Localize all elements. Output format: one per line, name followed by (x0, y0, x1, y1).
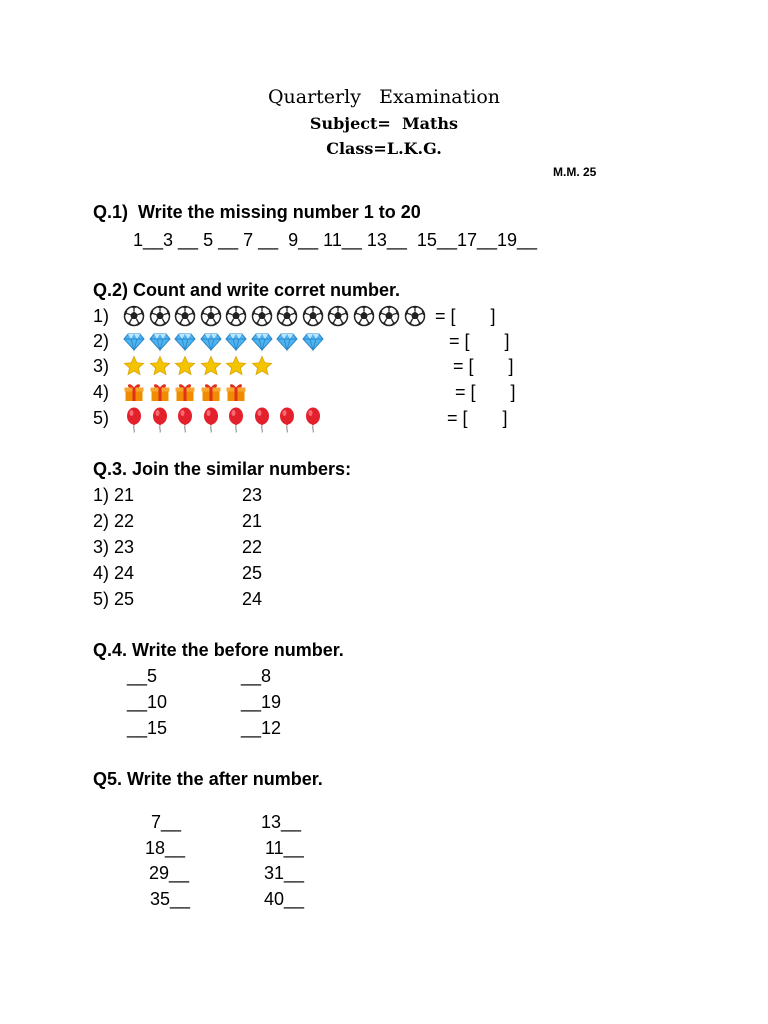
soccer-ball-icon (123, 305, 149, 327)
soccer-ball-icon (302, 305, 328, 327)
icon-group (123, 381, 251, 403)
balloon-icon (149, 407, 175, 433)
icon-group (123, 305, 429, 327)
q1-sequence: 1__3 __ 5 __ 7 __ 9__ 11__ 13__ 15__17__19__ (133, 230, 538, 250)
diamond-icon (200, 330, 226, 352)
icon-group (123, 407, 327, 433)
maximum-marks: M.M. 25 (553, 165, 597, 179)
q3-right-item: 23 (242, 485, 263, 505)
diamond-icon (174, 330, 200, 352)
diamond-icon (302, 330, 328, 352)
q3-left-item: 3) 23 (93, 537, 135, 557)
diamond-icon (276, 330, 302, 352)
diamond-icon (225, 330, 251, 352)
soccer-ball-icon (251, 305, 277, 327)
row-number: 3) (93, 356, 110, 376)
answer-box: = [ ] (453, 356, 514, 376)
star-icon (149, 355, 175, 377)
diamond-icon (251, 330, 277, 352)
soccer-ball-icon (404, 305, 430, 327)
star-icon (123, 355, 149, 377)
q1-heading: Q.1) Write the missing number 1 to 20 (93, 202, 421, 222)
icon-group (123, 355, 276, 377)
balloon-icon (174, 407, 200, 433)
answer-box: = [ ] (455, 382, 516, 402)
gift-icon (225, 381, 251, 403)
q3-right-item: 22 (242, 537, 263, 557)
gift-icon (149, 381, 175, 403)
balloon-icon (225, 407, 251, 433)
q5-left-item: 7__ (151, 812, 182, 832)
q4-left-item: __5 (127, 666, 158, 686)
q4-right-item: __12 (241, 718, 282, 738)
q3-left-item: 2) 22 (93, 511, 135, 531)
q4-left-item: __15 (127, 718, 168, 738)
q3-left-item: 4) 24 (93, 563, 135, 583)
answer-box: = [ ] (449, 331, 510, 351)
q5-left-item: 35__ (150, 889, 191, 909)
q5-left-item: 29__ (149, 863, 190, 883)
row-number: 1) (93, 306, 110, 326)
star-icon (174, 355, 200, 377)
row-number: 2) (93, 331, 110, 351)
soccer-ball-icon (200, 305, 226, 327)
q4-right-item: __8 (241, 666, 272, 686)
answer-box: = [ ] (447, 408, 508, 428)
class-line: Class=L.K.G. (326, 139, 442, 158)
q4-right-item: __19 (241, 692, 282, 712)
balloon-icon (276, 407, 302, 433)
gift-icon (174, 381, 200, 403)
q5-right-item: 11__ (265, 838, 304, 858)
q2-heading: Q.2) Count and write corret number. (93, 280, 401, 300)
star-icon (200, 355, 226, 377)
soccer-ball-icon (225, 305, 251, 327)
row-number: 5) (93, 408, 110, 428)
q5-right-item: 13__ (261, 812, 302, 832)
star-icon (225, 355, 251, 377)
icon-group (123, 330, 327, 352)
q4-heading: Q.4. Write the before number. (93, 640, 344, 660)
q5-right-item: 31__ (264, 863, 305, 883)
q5-heading: Q5. Write the after number. (93, 769, 323, 789)
soccer-ball-icon (149, 305, 175, 327)
q3-left-item: 5) 25 (93, 589, 135, 609)
q5-left-item: 18__ (145, 838, 186, 858)
q3-right-item: 21 (242, 511, 263, 531)
balloon-icon (200, 407, 226, 433)
soccer-ball-icon (174, 305, 200, 327)
gift-icon (123, 381, 149, 403)
soccer-ball-icon (327, 305, 353, 327)
q3-right-item: 25 (242, 563, 263, 583)
exam-title: Quarterly Examination (267, 86, 501, 108)
answer-box: = [ ] (435, 306, 496, 326)
diamond-icon (149, 330, 175, 352)
diamond-icon (123, 330, 149, 352)
balloon-icon (251, 407, 277, 433)
q3-left-item: 1) 21 (93, 485, 135, 505)
soccer-ball-icon (378, 305, 404, 327)
soccer-ball-icon (276, 305, 302, 327)
balloon-icon (123, 407, 149, 433)
gift-icon (200, 381, 226, 403)
q3-heading: Q.3. Join the similar numbers: (93, 459, 352, 479)
q3-right-item: 24 (242, 589, 263, 609)
star-icon (251, 355, 277, 377)
q5-right-item: 40__ (264, 889, 305, 909)
subject-line: Subject= Maths (309, 114, 459, 133)
soccer-ball-icon (353, 305, 379, 327)
balloon-icon (302, 407, 328, 433)
q4-left-item: __10 (127, 692, 168, 712)
row-number: 4) (93, 382, 110, 402)
